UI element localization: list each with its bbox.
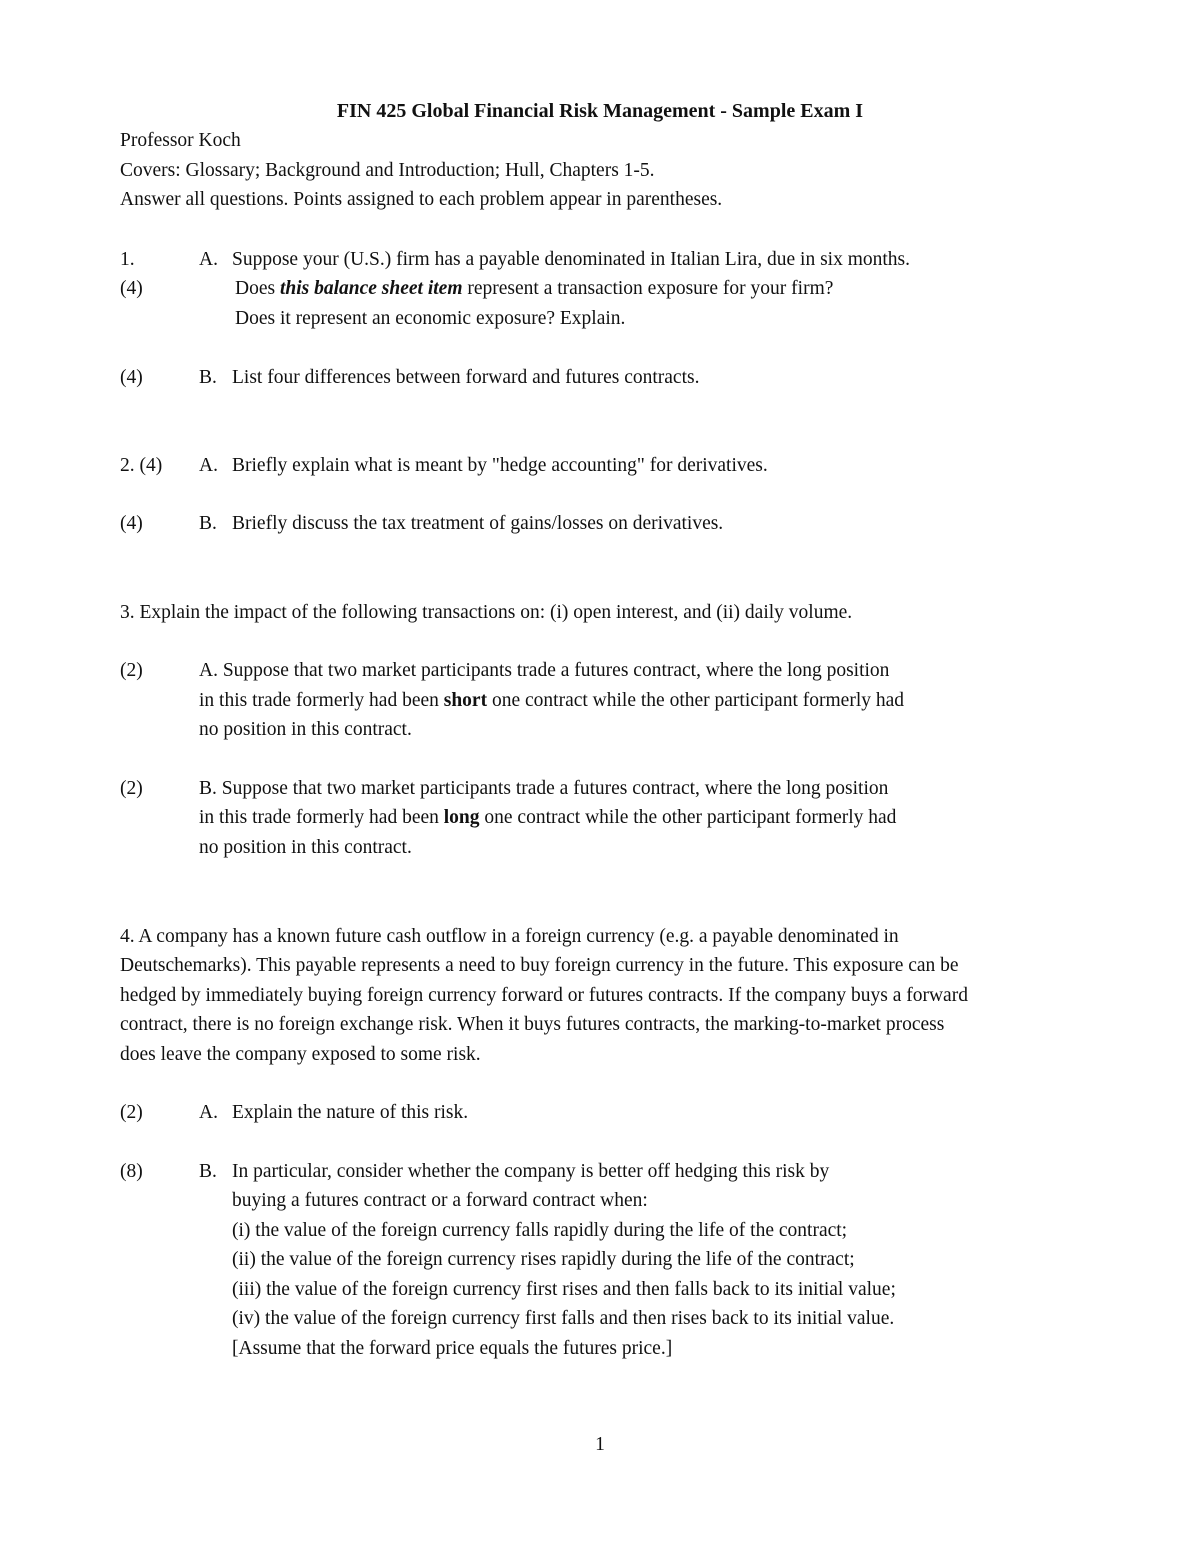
q4b-line2: buying a futures contract or a forward contract when: bbox=[232, 1190, 648, 1211]
q4b-note: [Assume that the forward price equals the futures price.] bbox=[232, 1338, 673, 1359]
q3b-points: (2) bbox=[120, 778, 143, 799]
q4b-points: (8) bbox=[120, 1161, 143, 1182]
q2b-text: Briefly discuss the tax treatment of gains/losses on derivatives. bbox=[232, 513, 724, 534]
q3b-line2-emphasis: long bbox=[443, 807, 480, 828]
q2b-points: (4) bbox=[120, 513, 143, 534]
q1a-label: A. bbox=[199, 249, 218, 270]
q4b-label: B. bbox=[199, 1161, 217, 1182]
q3b-line1: B. Suppose that two market participants trade a futures contract, where the long position bbox=[199, 778, 889, 799]
q4-stem-line: 4. A company has a known future cash outflow in a foreign currency (e.g. a payable denominated in bbox=[120, 926, 899, 947]
covers-line: Covers: Glossary; Background and Introduction; Hull, Chapters 1-5. bbox=[120, 160, 655, 181]
q4-stem-line: Deutschemarks). This payable represents a need to buy foreign currency in the future. This exposure can be bbox=[120, 955, 959, 976]
q1a-line2 bbox=[235, 274, 833, 304]
page-title: FIN 425 Global Financial Risk Management - Sample Exam I bbox=[336, 100, 864, 122]
q2a-label: A. bbox=[199, 455, 218, 476]
q3a-line2-pre: in this trade formerly had been bbox=[199, 690, 444, 711]
q3a-line3: no position in this contract. bbox=[199, 719, 412, 740]
q4a-label: A. bbox=[199, 1102, 218, 1123]
q4-stem-line: contract, there is no foreign exchange risk. When it buys futures contracts, the marking-to-market process bbox=[120, 1014, 945, 1035]
q3a-line2 bbox=[199, 686, 904, 716]
q1-number: 1. bbox=[120, 249, 135, 270]
q4b-item: (i) the value of the foreign currency falls rapidly during the life of the contract; bbox=[232, 1220, 848, 1241]
q3a-points: (2) bbox=[120, 660, 143, 681]
q1a-line2-post: represent a transaction exposure for your firm? bbox=[462, 278, 834, 299]
q4a-points: (2) bbox=[120, 1102, 143, 1123]
q4-stem-line: does leave the company exposed to some risk. bbox=[120, 1044, 481, 1065]
q3a-line2-emphasis: short bbox=[443, 690, 488, 711]
q2b-label: B. bbox=[199, 513, 217, 534]
q1b-text: List four differences between forward and futures contracts. bbox=[232, 367, 700, 388]
q1b-label: B. bbox=[199, 367, 217, 388]
q3b-line2 bbox=[199, 803, 896, 833]
q4b-line1: In particular, consider whether the company is better off hedging this risk by bbox=[232, 1161, 830, 1182]
professor-line: Professor Koch bbox=[120, 130, 241, 151]
q3b-line2-pre: in this trade formerly had been bbox=[199, 807, 444, 828]
q4b-item: (iv) the value of the foreign currency first falls and then rises back to its initial value. bbox=[232, 1308, 895, 1329]
q1a-line2-emphasis: this balance sheet item bbox=[279, 278, 463, 299]
q4-stem-line: hedged by immediately buying foreign currency forward or futures contracts. If the company buys a forward bbox=[120, 985, 968, 1006]
q3-stem: 3. Explain the impact of the following transactions on: (i) open interest, and (ii) daily volume. bbox=[120, 602, 853, 623]
q3b-line2-post: one contract while the other participant formerly had bbox=[479, 807, 897, 828]
q4a-text: Explain the nature of this risk. bbox=[232, 1102, 469, 1123]
q3a-line1: A. Suppose that two market participants trade a futures contract, where the long position bbox=[199, 660, 890, 681]
q3a-line2-post: one contract while the other participant formerly had bbox=[487, 690, 905, 711]
instructions-line: Answer all questions. Points assigned to each problem appear in parentheses. bbox=[120, 189, 723, 210]
q1b-points: (4) bbox=[120, 367, 143, 388]
q2a-text: Briefly explain what is meant by "hedge accounting" for derivatives. bbox=[232, 455, 768, 476]
q2a-number-points: 2. (4) bbox=[120, 455, 163, 476]
q1a-points: (4) bbox=[120, 278, 143, 299]
q1a-line2-pre: Does bbox=[235, 278, 280, 299]
q1a-line3: Does it represent an economic exposure? Explain. bbox=[235, 308, 626, 329]
q4b-item: (iii) the value of the foreign currency first rises and then falls back to its initial value; bbox=[232, 1279, 896, 1300]
q1a-line1: Suppose your (U.S.) firm has a payable denominated in Italian Lira, due in six months. bbox=[232, 249, 911, 270]
page-number: 1 bbox=[595, 1434, 605, 1455]
q3b-line3: no position in this contract. bbox=[199, 837, 412, 858]
q4b-item: (ii) the value of the foreign currency rises rapidly during the life of the contract; bbox=[232, 1249, 855, 1270]
